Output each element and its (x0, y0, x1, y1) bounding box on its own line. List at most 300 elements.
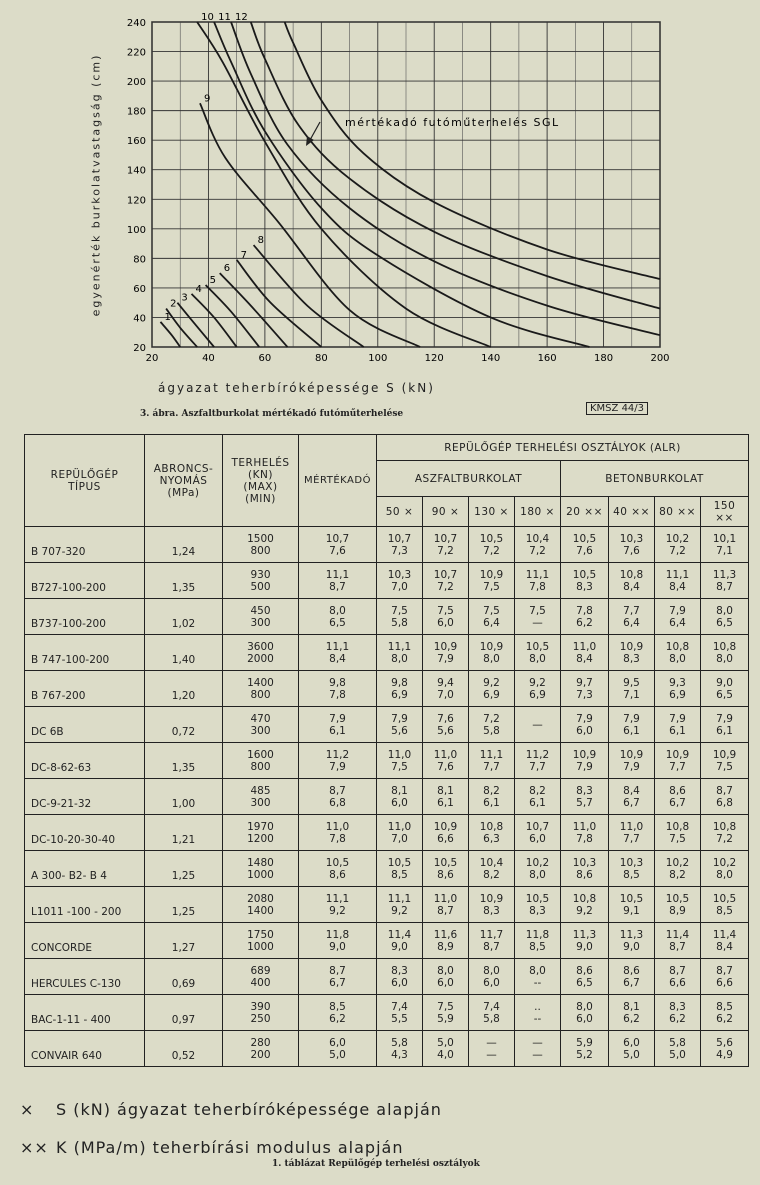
value-max: 8,6 (576, 964, 593, 977)
class-value-cell (469, 851, 515, 887)
class-value-cell (701, 707, 749, 743)
annotation-text: mértékadó futóműterhelés SGL (345, 116, 560, 129)
value-max: 7,9 (669, 604, 686, 617)
class-value-cell (561, 635, 609, 671)
class-value-cell (561, 707, 609, 743)
value-min: 300 (250, 616, 271, 629)
footnote-text: K (MPa/m) teherbírási modulus alapján (56, 1138, 404, 1157)
y-tick-label: 160 (126, 136, 146, 148)
value-min: 8,0 (483, 652, 500, 665)
value-min: 5,8 (483, 1012, 500, 1025)
value-max: 9,4 (437, 676, 454, 689)
value-max: 1400 (247, 676, 274, 689)
value-max: 11,1 (325, 892, 350, 905)
rated-cell (299, 707, 377, 743)
value-max: 11,1 (325, 640, 350, 653)
value-max: 7,9 (669, 712, 686, 725)
aircraft-type: A 300- B2- B 4 (25, 851, 145, 887)
value-max: 470 (250, 712, 271, 725)
value-min: 800 (250, 760, 271, 773)
class-value-cell (423, 779, 469, 815)
class-value-cell (377, 923, 423, 959)
value-max: 390 (250, 1000, 271, 1013)
header-asphalt: ASZFALTBURKOLAT (377, 461, 561, 497)
value-max: 8,5 (716, 1000, 733, 1013)
value-min: 7,3 (576, 688, 593, 701)
value-max: 689 (250, 964, 271, 977)
tire-pressure: 1,40 (145, 635, 223, 671)
aircraft-type: B737-100-200 (25, 599, 145, 635)
curve-label: 6 (223, 263, 231, 275)
value-max: 8,1 (623, 1000, 640, 1013)
figure-code: KMSZ 44/3 (586, 402, 648, 415)
class-value-cell (701, 599, 749, 635)
value-max: 8,7 (329, 784, 346, 797)
value-max: 7,9 (329, 712, 346, 725)
class-value-cell (655, 779, 701, 815)
rated-cell (299, 815, 377, 851)
load-cell (223, 707, 299, 743)
value-max: 9,2 (529, 676, 546, 689)
value-min: 5,9 (437, 1012, 454, 1025)
class-value-cell (515, 563, 561, 599)
curve-label: 5 (209, 274, 216, 286)
class-value-cell (561, 815, 609, 851)
class-value-cell (655, 599, 701, 635)
class-value-cell (377, 851, 423, 887)
value-min: 8,3 (529, 904, 546, 917)
rated-cell (299, 635, 377, 671)
value-min: 1000 (247, 868, 274, 881)
value-min: 6,4 (483, 616, 500, 629)
value-max: — (486, 1036, 497, 1049)
class-value-cell (655, 563, 701, 599)
value-max: 11,2 (325, 748, 350, 761)
class-value-cell (377, 671, 423, 707)
value-max: 10,5 (387, 856, 412, 869)
aircraft-type: DC-9-21-32 (25, 779, 145, 815)
value-max: 11,8 (325, 928, 350, 941)
value-min: 7,2 (669, 544, 686, 557)
class-value-cell (515, 599, 561, 635)
value-max: 10,9 (479, 568, 504, 581)
class-value-cell (515, 887, 561, 923)
rated-cell (299, 743, 377, 779)
value-min: 1400 (247, 904, 274, 917)
class-value-cell (469, 671, 515, 707)
x-tick-label: 140 (481, 353, 501, 364)
class-value-cell (701, 1031, 749, 1067)
x-tick-label: 20 (145, 353, 159, 364)
value-max: 8,0 (529, 964, 546, 977)
value-max: 10,2 (665, 856, 690, 869)
value-min: 6,0 (437, 616, 454, 629)
x-axis-title: ágyazat teherbíróképessége S (kN) (158, 381, 435, 395)
value-max: 10,7 (433, 532, 458, 545)
class-value-cell (377, 779, 423, 815)
value-min: 6,1 (716, 724, 733, 737)
value-max: 280 (250, 1036, 271, 1049)
value-min: 1000 (247, 940, 274, 953)
y-tick-label: 140 (126, 165, 146, 177)
value-min: 7,7 (623, 832, 640, 845)
value-min: 7,1 (716, 544, 733, 557)
value-min: 8,7 (329, 580, 346, 593)
value-max: 9,8 (391, 676, 408, 689)
value-max: 10,7 (325, 532, 350, 545)
table-row (25, 815, 749, 851)
y-axis-title: egyenérték burkolatvastagság (cm) (89, 53, 103, 317)
value-max: 8,0 (329, 604, 346, 617)
header-class: 40 ×× (609, 497, 655, 527)
class-value-cell (515, 527, 561, 563)
load-cell (223, 851, 299, 887)
value-max: 10,5 (619, 892, 644, 905)
class-value-cell (701, 779, 749, 815)
value-min: 6,6 (669, 976, 686, 989)
value-max: 11,4 (665, 928, 690, 941)
value-max: 11,4 (387, 928, 412, 941)
y-tick-label: 200 (126, 77, 146, 89)
load-cell (223, 563, 299, 599)
figure-caption: 3. ábra. Aszfaltburkolat mértékadó futóműterhelése (140, 409, 404, 419)
value-min: 7,2 (716, 832, 733, 845)
class-value-cell (609, 959, 655, 995)
value-max: 11,1 (479, 748, 504, 761)
x-tick-label: 160 (537, 353, 557, 364)
value-min: 8,0 (529, 868, 546, 881)
class-value-cell (423, 1031, 469, 1067)
aircraft-type: B727-100-200 (25, 563, 145, 599)
value-min: 7,3 (391, 544, 408, 557)
header-class: 150 ×× (701, 497, 749, 527)
table-row (25, 743, 749, 779)
value-min: — (532, 616, 543, 629)
value-max: 6,0 (623, 1036, 640, 1049)
x-tick-label: 60 (258, 353, 272, 364)
value-min: 6,9 (483, 688, 500, 701)
value-min: 7,6 (576, 544, 593, 557)
class-value-cell (377, 1031, 423, 1067)
value-min: 6,5 (329, 616, 346, 629)
class-value-cell (655, 743, 701, 779)
value-min: 6,6 (437, 832, 454, 845)
value-max: 11,4 (712, 928, 737, 941)
value-max: 7,9 (623, 712, 640, 725)
value-min: 7,8 (329, 688, 346, 701)
value-min: 5,6 (391, 724, 408, 737)
value-max: 10,9 (619, 640, 644, 653)
value-min: 7,2 (529, 544, 546, 557)
class-value-cell (469, 923, 515, 959)
header-class: 20 ×× (561, 497, 609, 527)
value-min: 8,0 (716, 868, 733, 881)
value-min: 7,6 (437, 760, 454, 773)
class-value-cell (655, 527, 701, 563)
class-value-cell (469, 887, 515, 923)
value-max: 11,7 (479, 928, 504, 941)
value-min: 6,0 (529, 832, 546, 845)
class-value-cell (515, 995, 561, 1031)
value-max: 2080 (247, 892, 274, 905)
value-max: 8,2 (483, 784, 500, 797)
value-min: 300 (250, 724, 271, 737)
value-max: 7,4 (483, 1000, 500, 1013)
value-min: 6,0 (576, 1012, 593, 1025)
value-min: 250 (250, 1012, 271, 1025)
value-max: 8,0 (437, 964, 454, 977)
value-min: 5,0 (669, 1048, 686, 1061)
load-cell (223, 923, 299, 959)
table-row (25, 599, 749, 635)
class-value-cell (377, 995, 423, 1031)
class-value-cell (377, 707, 423, 743)
value-min: 400 (250, 976, 271, 989)
class-value-cell (609, 851, 655, 887)
header-rated: MÉRTÉKADÓ (299, 435, 377, 527)
value-max: 10,8 (572, 892, 597, 905)
value-min: 7,2 (437, 580, 454, 593)
class-value-cell (423, 563, 469, 599)
value-min: 8,4 (623, 580, 640, 593)
value-max: 8,0 (576, 1000, 593, 1013)
value-max: 11,1 (325, 568, 350, 581)
value-max: 7,5 (483, 604, 500, 617)
value-max: 9,5 (623, 676, 640, 689)
value-min: 6,7 (623, 796, 640, 809)
value-min: 9,0 (576, 940, 593, 953)
value-min: 8,4 (716, 940, 733, 953)
value-max: 10,5 (525, 640, 550, 653)
value-max: 7,5 (437, 604, 454, 617)
footnote-mark: × (20, 1100, 35, 1119)
value-min: -- (533, 976, 542, 989)
value-min: 8,3 (483, 904, 500, 917)
value-min: 8,0 (529, 652, 546, 665)
footnote-mark: ×× (20, 1138, 49, 1157)
class-value-cell (469, 995, 515, 1031)
value-max: 10,4 (525, 532, 550, 545)
class-value-cell (701, 563, 749, 599)
aircraft-type: B 747-100-200 (25, 635, 145, 671)
class-value-cell (377, 599, 423, 635)
class-value-cell (655, 1031, 701, 1067)
y-tick-label: 60 (133, 283, 146, 295)
table-row (25, 563, 749, 599)
class-value-cell (561, 923, 609, 959)
value-min: 7,9 (623, 760, 640, 773)
value-min: 7,0 (437, 688, 454, 701)
class-value-cell (377, 887, 423, 923)
class-value-cell (655, 815, 701, 851)
class-value-cell (609, 743, 655, 779)
tire-pressure: 0,69 (145, 959, 223, 995)
value-min: 5,8 (483, 724, 500, 737)
class-value-cell (469, 599, 515, 635)
value-max: 11,1 (665, 568, 690, 581)
value-min: 8,3 (623, 652, 640, 665)
value-max: 10,9 (619, 748, 644, 761)
value-min: 7,0 (391, 580, 408, 593)
class-value-cell (655, 851, 701, 887)
value-min: 7,8 (529, 580, 546, 593)
class-value-cell (469, 959, 515, 995)
value-max: 450 (250, 604, 271, 617)
value-max: 10,2 (712, 856, 737, 869)
value-min: 8,0 (669, 652, 686, 665)
x-tick-label: 100 (368, 353, 388, 364)
curve-label: 8 (257, 235, 264, 247)
value-max: 10,8 (665, 640, 690, 653)
value-max: 10,8 (712, 820, 737, 833)
curve-label: 4 (195, 283, 202, 295)
value-min: 6,3 (483, 832, 500, 845)
value-min: 8,3 (576, 580, 593, 593)
value-min: 5,0 (623, 1048, 640, 1061)
value-max: 8,0 (716, 604, 733, 617)
value-min: 7,7 (529, 760, 546, 773)
class-value-cell (515, 815, 561, 851)
value-min: — (532, 1048, 543, 1061)
rated-cell (299, 851, 377, 887)
value-min: 9,2 (329, 904, 346, 917)
x-tick-label: 120 (424, 353, 444, 364)
y-tick-label: 80 (133, 254, 146, 266)
value-max: 5,0 (437, 1036, 454, 1049)
load-cell (223, 995, 299, 1031)
value-max: 7,7 (623, 604, 640, 617)
value-max: 7,5 (391, 604, 408, 617)
value-min: 8,9 (669, 904, 686, 917)
value-min: 5,2 (576, 1048, 593, 1061)
value-max: 8,4 (623, 784, 640, 797)
class-value-cell (377, 563, 423, 599)
tire-pressure: 1,00 (145, 779, 223, 815)
class-value-cell (469, 1031, 515, 1067)
value-min: 7,7 (483, 760, 500, 773)
value-min: 7,5 (391, 760, 408, 773)
header-concrete: BETONBURKOLAT (561, 461, 749, 497)
value-min: 7,2 (437, 544, 454, 557)
value-max: 10,5 (712, 892, 737, 905)
aircraft-type: DC-8-62-63 (25, 743, 145, 779)
rated-cell (299, 779, 377, 815)
y-tick-label: 20 (133, 343, 146, 354)
value-max: 10,3 (387, 568, 412, 581)
value-min: 8,2 (483, 868, 500, 881)
rated-cell (299, 1031, 377, 1067)
value-max: 10,4 (479, 856, 504, 869)
value-max: 10,2 (525, 856, 550, 869)
annotation-arrow (310, 122, 320, 140)
x-tick-label: 40 (202, 353, 215, 364)
value-min: 7,8 (329, 832, 346, 845)
rated-cell (299, 527, 377, 563)
class-value-cell (515, 959, 561, 995)
class-value-cell (423, 635, 469, 671)
value-min: 6,8 (329, 796, 346, 809)
value-min: 6,5 (716, 688, 733, 701)
value-max: 10,3 (572, 856, 597, 869)
value-min: 5,0 (329, 1048, 346, 1061)
value-min: 9,0 (329, 940, 346, 953)
class-value-cell (701, 671, 749, 707)
value-max: 1750 (247, 928, 274, 941)
value-min: 200 (250, 1048, 271, 1061)
header-class: 180 × (515, 497, 561, 527)
load-cell (223, 779, 299, 815)
class-value-cell (515, 635, 561, 671)
value-min: -- (533, 1012, 542, 1025)
table-row (25, 1031, 749, 1067)
value-max: 11,0 (325, 820, 350, 833)
value-max: 9,3 (669, 676, 686, 689)
value-max: 10,5 (572, 532, 597, 545)
value-max: 8,6 (623, 964, 640, 977)
value-max: 11,0 (387, 820, 412, 833)
class-value-cell (701, 995, 749, 1031)
tire-pressure: 1,35 (145, 563, 223, 599)
value-max: 11,3 (619, 928, 644, 941)
value-max: 10,8 (479, 820, 504, 833)
aircraft-type: B 767-200 (25, 671, 145, 707)
class-value-cell (609, 815, 655, 851)
series-line (192, 294, 237, 347)
class-value-cell (609, 779, 655, 815)
tire-pressure: 1,25 (145, 887, 223, 923)
class-value-cell (609, 599, 655, 635)
value-max: 8,6 (669, 784, 686, 797)
value-min: 9,2 (576, 904, 593, 917)
value-max: 10,8 (712, 640, 737, 653)
class-value-cell (561, 743, 609, 779)
class-value-cell (423, 887, 469, 923)
value-min: 8,7 (437, 904, 454, 917)
class-value-cell (423, 707, 469, 743)
class-value-cell (561, 599, 609, 635)
value-min: 7,1 (623, 688, 640, 701)
table-row (25, 851, 749, 887)
load-cell (223, 671, 299, 707)
value-max: 11,3 (572, 928, 597, 941)
value-max: 9,2 (483, 676, 500, 689)
value-max: 5,6 (716, 1036, 733, 1049)
value-min: 6,0 (391, 976, 408, 989)
value-max: 5,8 (391, 1036, 408, 1049)
aircraft-type: B 707-320 (25, 527, 145, 563)
load-cell (223, 743, 299, 779)
value-min: 2000 (247, 652, 274, 665)
class-value-cell (515, 779, 561, 815)
rated-cell (299, 599, 377, 635)
value-min: 6,7 (623, 976, 640, 989)
value-min: 800 (250, 544, 271, 557)
value-min: 8,6 (576, 868, 593, 881)
value-max: 1500 (247, 532, 274, 545)
aircraft-type: L1011 -100 - 200 (25, 887, 145, 923)
curve-label: 1 (164, 311, 171, 323)
value-min: 1200 (247, 832, 274, 845)
value-max: 11,1 (525, 568, 550, 581)
value-min: 7,6 (623, 544, 640, 557)
class-value-cell (423, 671, 469, 707)
value-max: 11,1 (387, 640, 412, 653)
value-max: 10,9 (665, 748, 690, 761)
value-max: 8,3 (669, 1000, 686, 1013)
value-max: 11,8 (525, 928, 550, 941)
header-group: REPÜLŐGÉP TERHELÉSI OSZTÁLYOK (ALR) (377, 435, 749, 461)
table-caption: 1. táblázat Repülőgép terhelési osztályok (272, 1159, 480, 1169)
